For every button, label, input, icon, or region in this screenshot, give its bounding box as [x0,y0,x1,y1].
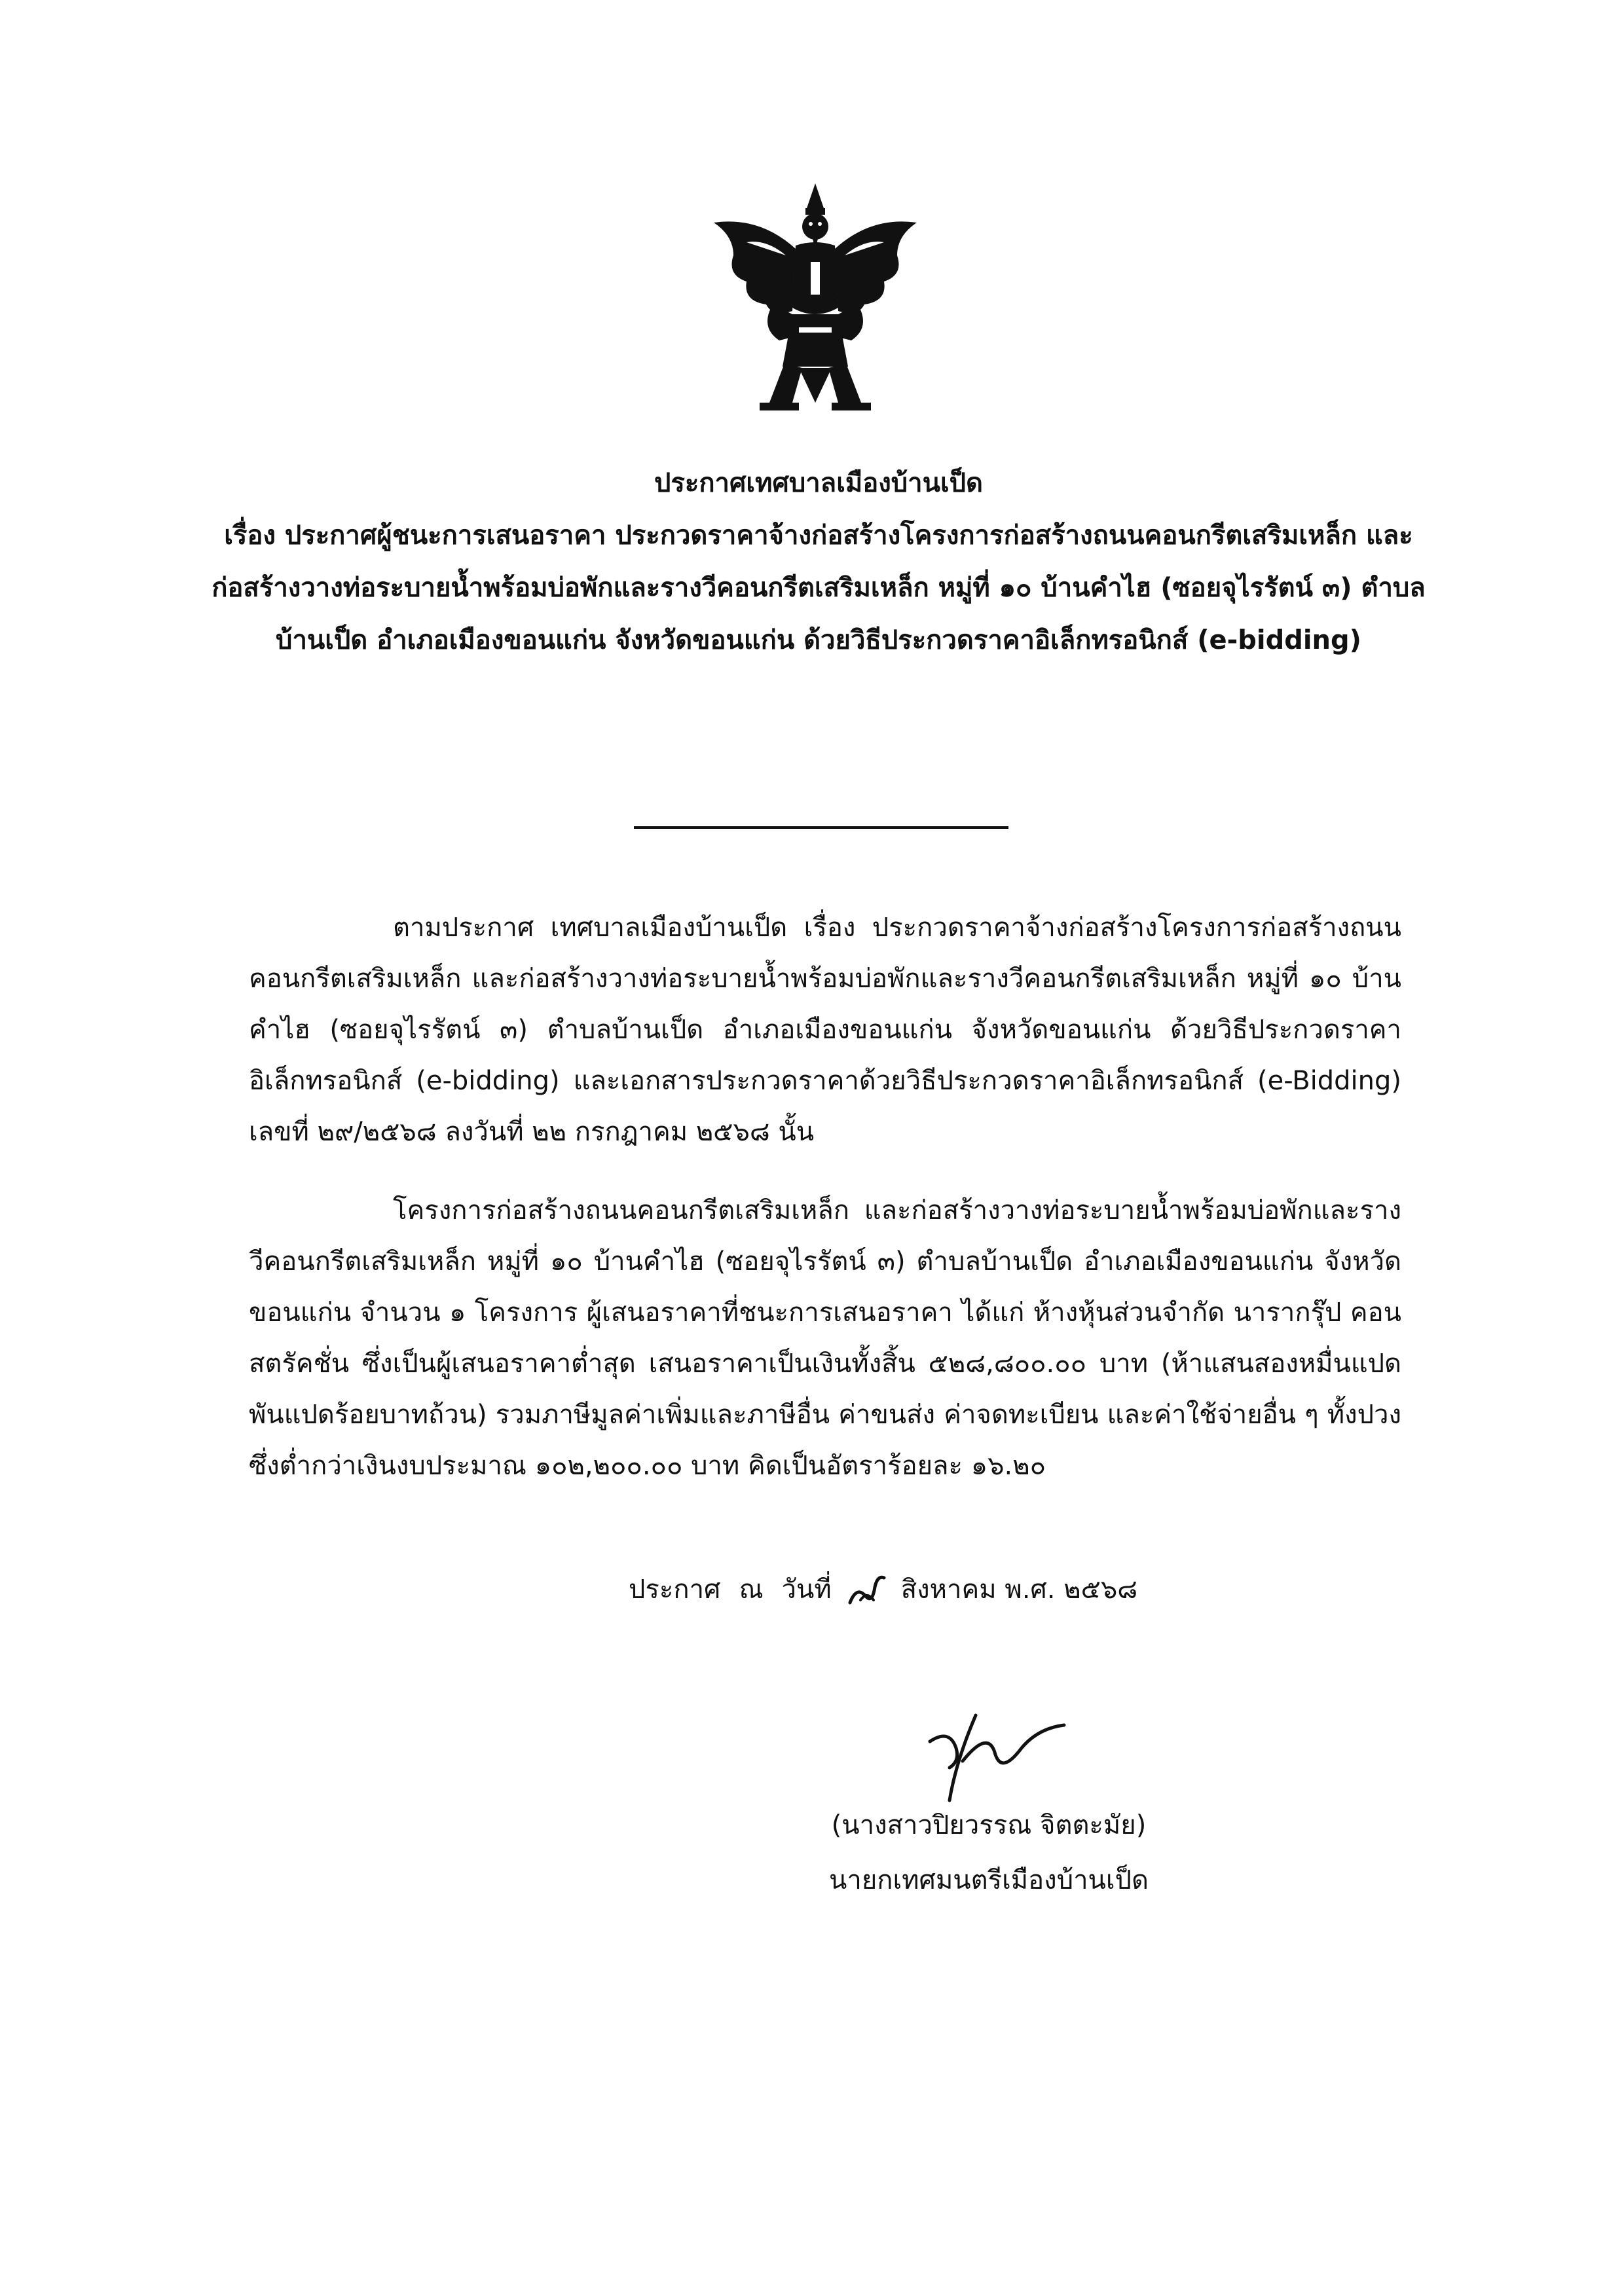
signatory-position: นายกเทศมนตรีเมืองบ้านเป็ด [829,1865,1149,1895]
announcement-at: ณ [739,1575,764,1605]
garuda-emblem-icon [707,177,923,419]
body-paragraph-2: โครงการก่อสร้างถนนคอนกรีตเสริมเหล็ก และก่อสร้างวางท่อระบายน้ำพร้อมบ่อพักและรางวีคอนกรีตเสริมเหล็ก หมู่ที่ ๑๐ บ้านคำไฮ (ซอยจุไรรัตน์ ๓) ตำบลบ้านเป็ด อำเภอเมืองขอนแก่น จังหวัดขอนแก่น จำนวน ๑ โครงการ ผู้เสนอราคาที่ชนะการเสนอราคา ได้แก่ ห้างหุ้นส่วนจำกัด นารากรุ๊ป คอนสตรัคชั่น ซึ่งเป็นผู้เสนอราคาต่ำสุด เสนอราคาเป็นเงินทั้งสิ้น ๕๒๘,๘๐๐.๐๐ บาท (ห้าแสนสองหมื่นแปดพันแปดร้อยบาทถ้วน) รวมภาษีมูลค่าเพิ่มและภาษีอื่น ค่าขนส่ง ค่าจดทะเบียน และค่าใช้จ่ายอื่น ๆ ทั้งปวง ซึ่งต่ำกว่าเงินงบประมาณ ๑๐๒,๒๐๐.๐๐ บาท คิดเป็นอัตราร้อยละ ๑๖.๒๐ [249,1195,1401,1481]
announcement-month-year: สิงหาคม พ.ศ. ๒๕๖๘ [900,1575,1138,1605]
body-paragraph-1: ตามประกาศ เทศบาลเมืองบ้านเป็ด เรื่อง ประกวดราคาจ้างก่อสร้างโครงการก่อสร้างถนนคอนกรีตเสริมเหล็ก และก่อสร้างวางท่อระบายน้ำพร้อมบ่อพักและรางวีคอนกรีตเสริมเหล็ก หมู่ที่ ๑๐ บ้านคำไฮ (ซอยจุไรรัตน์ ๓) ตำบลบ้านเป็ด อำเภอเมืองขอนแก่น จังหวัดขอนแก่น ด้วยวิธีประกวดราคาอิเล็กทรอนิกส์ (e-bidding) และเอกสารประกวดราคาด้วยวิธีประกวดราคาอิเล็กทรอนิกส์ (e-Bidding) เลขที่ ๒๙/๒๕๖๘ ลงวันที่ ๒๒ กรกฎาคม ๒๕๖๘ นั้น [249,913,1401,1147]
signature-mark [917,1689,1067,1807]
handwritten-day-mark [843,1571,889,1611]
document-subject: เรื่อง ประกาศผู้ชนะการเสนอราคา ประกวดราคาจ้างก่อสร้างโครงการก่อสร้างถนนคอนกรีตเสริมเหล็ก และก่อสร้างวางท่อระบายน้ำพร้อมบ่อพักและรางวีคอนกรีตเสริมเหล็ก หมู่ที่ ๑๐ บ้านคำไฮ (ซอยจุไรรัตน์ ๓) ตำบลบ้านเป็ด อำเภอเมืองขอนแก่น จังหวัดขอนแก่น ด้วยวิธีประกวดราคาอิเล็กทรอนิกส์ (e-bidding) [212,520,1426,655]
announcement-line [629,1570,1137,1611]
signatory-name: (นางสาวปิยวรรณ จิตตะมัย) [831,1810,1147,1840]
announcement-label: ประกาศ [629,1575,721,1605]
document-title: ประกาศเทศบาลเมืองบ้านเป็ด [654,468,984,498]
title-divider [634,826,1008,829]
announcement-day-label: วันที่ [781,1575,832,1605]
